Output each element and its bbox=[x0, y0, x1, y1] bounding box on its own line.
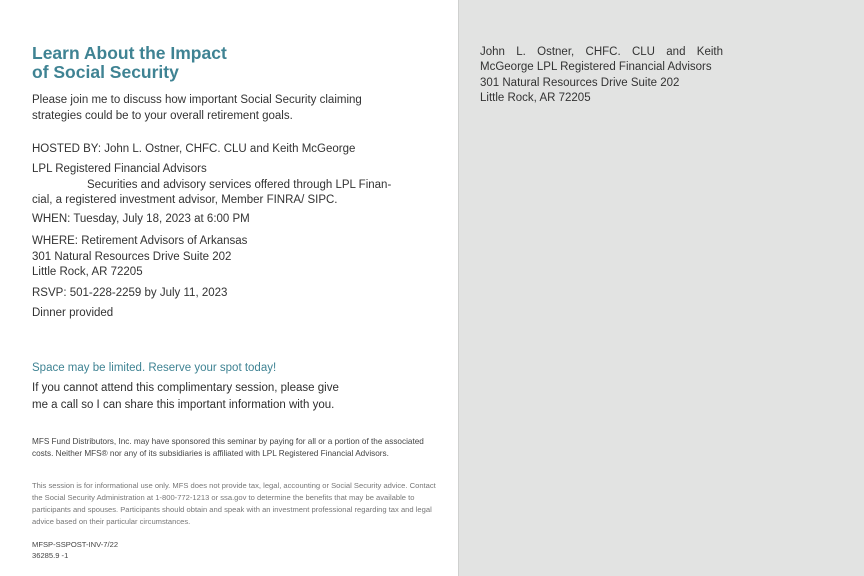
title-line-1: Learn About the Impact bbox=[32, 43, 227, 63]
where-line-1: WHERE: Retirement Advisors of Arkansas bbox=[32, 235, 248, 247]
hosted-by: HOSTED BY: John L. Ostner, CHFC. CLU and Keith McGeorge bbox=[32, 143, 356, 155]
return-address-line-3: 301 Natural Resources Drive Suite 202 bbox=[480, 76, 680, 89]
event-where bbox=[32, 234, 247, 281]
return-address-line-1: John L. Ostner, CHFC. CLU and Keith bbox=[480, 46, 723, 58]
lpl-line-3: cial, a registered investment advisor, Member FINRA/ SIPC. bbox=[32, 194, 338, 206]
space-limited-callout: Space may be limited. Reserve your spot today! bbox=[32, 362, 277, 374]
event-rsvp: RSVP: 501-228-2259 by July 11, 2023 bbox=[32, 287, 228, 299]
document-code-2: 36285.9 -1 bbox=[32, 551, 69, 560]
intro-line-1: Please join me to discuss how important Social Security claiming bbox=[32, 94, 362, 106]
invitation-title bbox=[32, 44, 432, 82]
cannot-attend-line-1: If you cannot attend this complimentary session, please give bbox=[32, 382, 339, 394]
where-line-3: Little Rock, AR 72205 bbox=[32, 266, 143, 278]
document-code-1: MFSP-SSPOST-INV-7/22 bbox=[32, 540, 119, 549]
cannot-attend-line-2: me a call so I can share this important information with you. bbox=[32, 399, 335, 411]
intro-line-2: strategies could be to your overall retirement goals. bbox=[32, 109, 293, 122]
event-when: WHEN: Tuesday, July 18, 2023 at 6:00 PM bbox=[32, 213, 250, 225]
intro-paragraph bbox=[32, 93, 412, 124]
dinner-note: Dinner provided bbox=[32, 307, 114, 319]
cannot-attend-paragraph bbox=[32, 380, 339, 414]
lpl-line-1: LPL Registered Financial Advisors bbox=[32, 163, 207, 175]
sponsor-disclaimer: MFS Fund Distributors, Inc. may have sponsored this seminar by paying for all or a portion of the associated costs. Neither MFS® nor any of its subsidiaries is affiliated with LPL Registered Financial Advisors. bbox=[32, 437, 424, 458]
where-line-2: 301 Natural Resources Drive Suite 202 bbox=[32, 250, 232, 263]
document-codes bbox=[32, 539, 118, 561]
informational-disclaimer: This session is for informational use only. MFS does not provide tax, legal, accounting or Social Security advice. Contact the Social Security Administration at 1-800-772-1213 or ssa.gov to determine the benefits that may be available to participants and spouses. Participants should obtain and speak with an investment professional regarding tax and legal advice based on their particular circumstances. bbox=[32, 481, 436, 526]
return-address-line-4: Little Rock, AR 72205 bbox=[480, 91, 591, 104]
return-address-line-2: McGeorge LPL Registered Financial Advisors bbox=[480, 61, 712, 74]
lpl-disclosure bbox=[32, 162, 412, 209]
return-address bbox=[480, 45, 723, 106]
lpl-line-2: Securities and advisory services offered through LPL Finan- bbox=[87, 178, 392, 191]
title-line-2: of Social Security bbox=[32, 62, 179, 82]
